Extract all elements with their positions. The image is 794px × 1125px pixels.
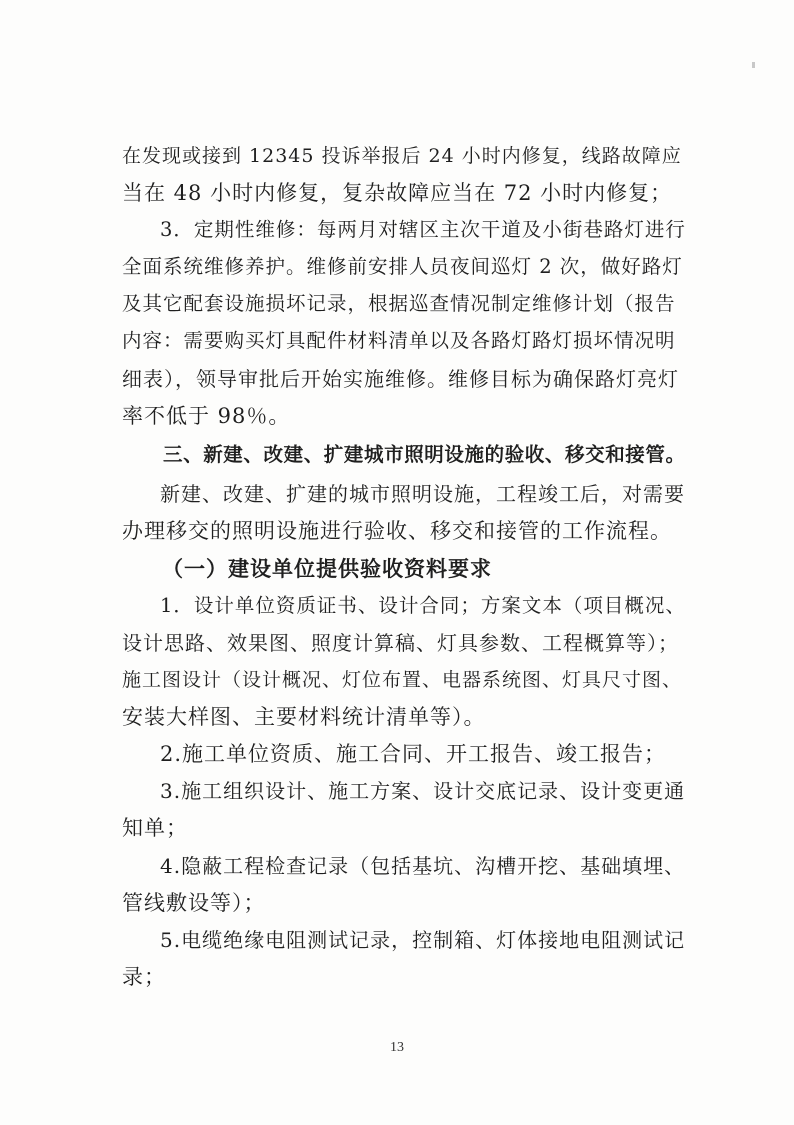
- body-line-7: 细表），领导审批后开始实施维修。维修目标为确保路灯亮灯: [122, 367, 679, 391]
- body-line-13: 施工图设计（设计概况、灯位布置、电器系统图、灯具尺寸图、: [122, 669, 683, 691]
- body-line-10: 办理移交的照明设施进行验收、移交和接管的工作流程。: [122, 519, 672, 543]
- body-line-6: 内容：需要购买灯具配件材料清单以及各路灯路灯损坏情况明: [122, 329, 676, 352]
- page-number: 13: [390, 1040, 404, 1055]
- body-line-17: 知单；: [122, 816, 188, 840]
- body-line-5: 及其它配套设施损坏记录，根据巡查情况制定维修计划（报告: [122, 292, 676, 315]
- body-line-21: 录；: [122, 965, 166, 989]
- body-line-14: 安装大样图、主要材料统计清单等）。: [122, 705, 486, 729]
- body-line-19: 管线敷设等）；: [122, 891, 266, 915]
- subsection-heading: （一）建设单位提供验收资料要求: [162, 556, 492, 581]
- body-line-16: 3.施工组织设计、施工方案、设计交底记录、设计变更通: [160, 779, 686, 803]
- scan-artifact: [752, 62, 755, 68]
- body-line-11: 1．设计单位资质证书、设计合同；方案文本（项目概况、: [160, 594, 686, 617]
- body-line-8: 率不低于 98％。: [122, 404, 291, 428]
- body-line-9: 新建、改建、扩建的城市照明设施，工程竣工后，对需要: [160, 482, 685, 506]
- body-line-18: 4.隐蔽工程检查记录（包括基坑、沟槽开挖、基础填埋、: [160, 854, 686, 878]
- body-line-15: 2.施工单位资质、施工合同、开工报告、竣工报告；: [160, 742, 667, 766]
- section-heading: 三、新建、改建、扩建城市照明设施的验收、移交和接管。: [163, 443, 686, 466]
- body-line-20: 5.电缆绝缘电阻测试记录，控制箱、灯体接地电阻测试记: [160, 928, 686, 952]
- body-line-1: 在发现或接到 12345 投诉举报后 24 小时内修复，线路故障应: [122, 145, 682, 167]
- body-line-4: 全面系统维修养护。维修前安排人员夜间巡灯 2 次，做好路灯: [122, 255, 683, 278]
- body-line-3: 3．定期性维修：每两月对辖区主次干道及小街巷路灯进行: [160, 218, 686, 241]
- body-line-2: 当在 48 小时内修复，复杂故障应当在 72 小时内修复；: [122, 181, 673, 205]
- body-line-12: 设计思路、效果图、照度计算稿、灯具参数、工程概算等）；: [122, 631, 679, 655]
